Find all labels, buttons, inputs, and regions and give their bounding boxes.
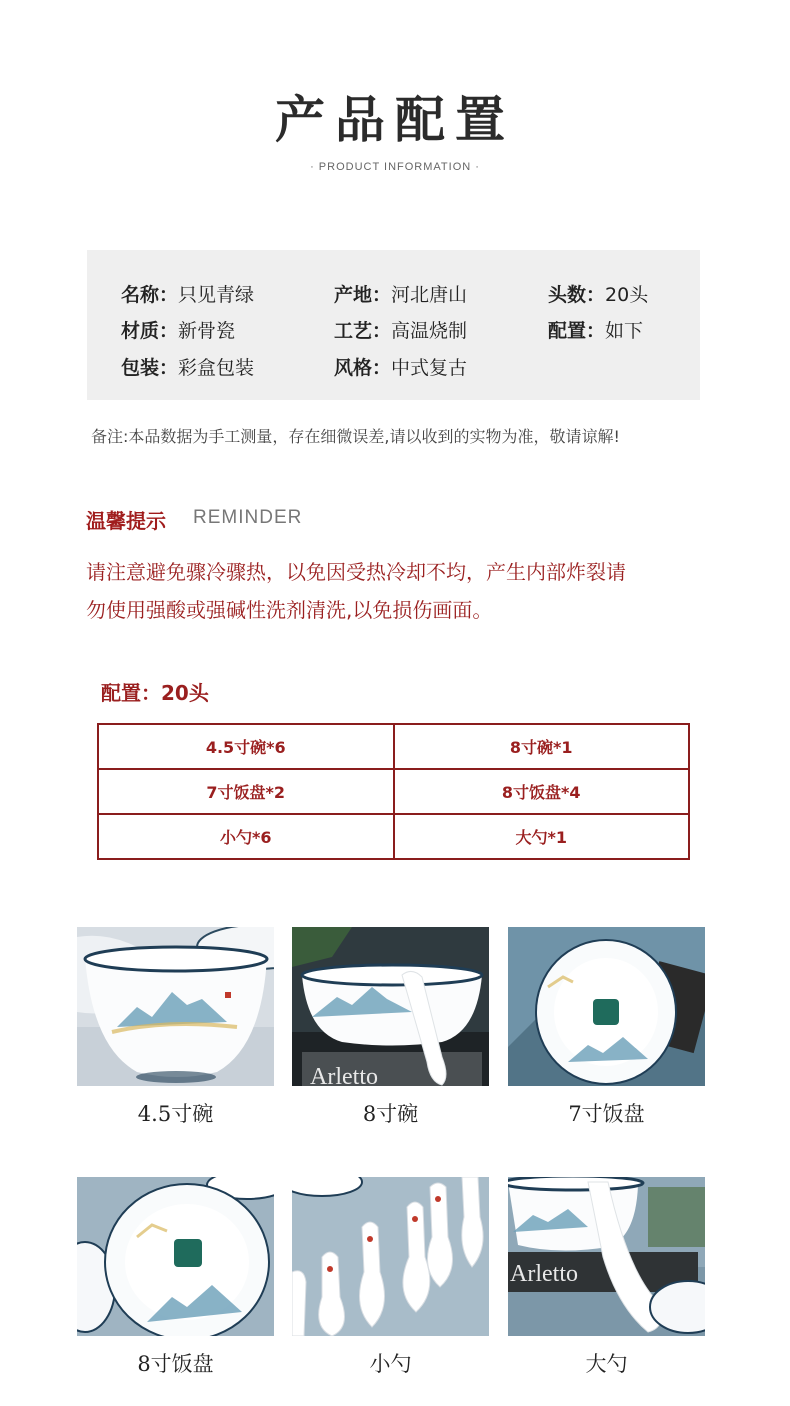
table-row	[98, 769, 689, 814]
table-cell: 7寸饭盘*2	[98, 769, 394, 814]
info-value: 河北唐山	[391, 284, 468, 306]
config-table	[97, 723, 690, 860]
info-value: 彩盒包装	[178, 357, 255, 379]
photo-small-spoons	[292, 1177, 489, 1336]
table-cell: 大勺*1	[394, 814, 690, 859]
photo-8in-plate	[77, 1177, 274, 1336]
info-value: 中式复古	[391, 357, 468, 379]
table-cell: 8寸碗*1	[394, 724, 690, 769]
info-item-craft	[334, 316, 467, 343]
info-key: 名称：	[121, 284, 179, 306]
caption-large-spoon: 大勺	[585, 1352, 628, 1376]
info-key: 风格：	[334, 357, 392, 379]
measurement-note: 备注:本品数据为手工测量，存在细微误差,请以收到的实物为准，敬请谅解!	[91, 427, 620, 446]
caption-8in-plate: 8寸饭盘	[137, 1352, 214, 1376]
info-key: 配置：	[548, 320, 606, 342]
info-key: 头数：	[548, 284, 606, 306]
info-key: 包装：	[121, 357, 179, 379]
info-value: 只见青绿	[178, 284, 255, 306]
table-cell: 小勺*6	[98, 814, 394, 859]
reminder-title: 温馨提示	[86, 509, 166, 533]
caption-small-spoons: 小勺	[369, 1352, 412, 1376]
table-row	[98, 724, 689, 769]
photo-large-spoon	[508, 1177, 705, 1336]
product-info-box	[87, 250, 700, 400]
info-item-origin	[334, 280, 467, 307]
info-value: 高温烧制	[391, 320, 468, 342]
reminder-text-line-1: 请注意避免骤冷骤热，以免因受热冷却不均，产生内部炸裂请	[86, 560, 626, 584]
info-item-config	[548, 316, 643, 343]
caption-large-bowl: 8寸碗	[362, 1102, 419, 1126]
caption-7in-plate: 7寸饭盘	[568, 1102, 645, 1126]
reminder-title-en: REMINDER	[193, 507, 303, 528]
info-value: 20头	[605, 284, 649, 306]
photo-7in-plate	[508, 927, 705, 1086]
info-item-style	[334, 353, 467, 380]
photo-large-bowl	[292, 927, 489, 1086]
reminder-text-line-2: 勿使用强酸或强碱性洗剂清洗,以免损伤画面。	[86, 598, 493, 622]
book-label-2: Arletto	[510, 1261, 578, 1287]
config-title: 配置：20头	[101, 681, 209, 705]
info-key: 材质：	[121, 320, 179, 342]
table-row	[98, 814, 689, 859]
info-key: 工艺：	[334, 320, 392, 342]
table-cell: 8寸饭盘*4	[394, 769, 690, 814]
info-value: 如下	[605, 320, 644, 342]
info-item-material	[121, 316, 235, 343]
caption-small-bowl: 4.5寸碗	[137, 1102, 214, 1126]
photo-small-bowl	[77, 927, 274, 1086]
book-label: Arletto	[310, 1064, 378, 1086]
table-cell: 4.5寸碗*6	[98, 724, 394, 769]
info-item-packaging	[121, 353, 254, 380]
page-subtitle: · PRODUCT INFORMATION ·	[310, 161, 480, 173]
info-item-count	[548, 280, 648, 307]
info-key: 产地：	[334, 284, 392, 306]
info-item-name	[121, 280, 254, 307]
page-title: 产品配置	[275, 90, 515, 149]
info-value: 新骨瓷	[178, 320, 236, 342]
